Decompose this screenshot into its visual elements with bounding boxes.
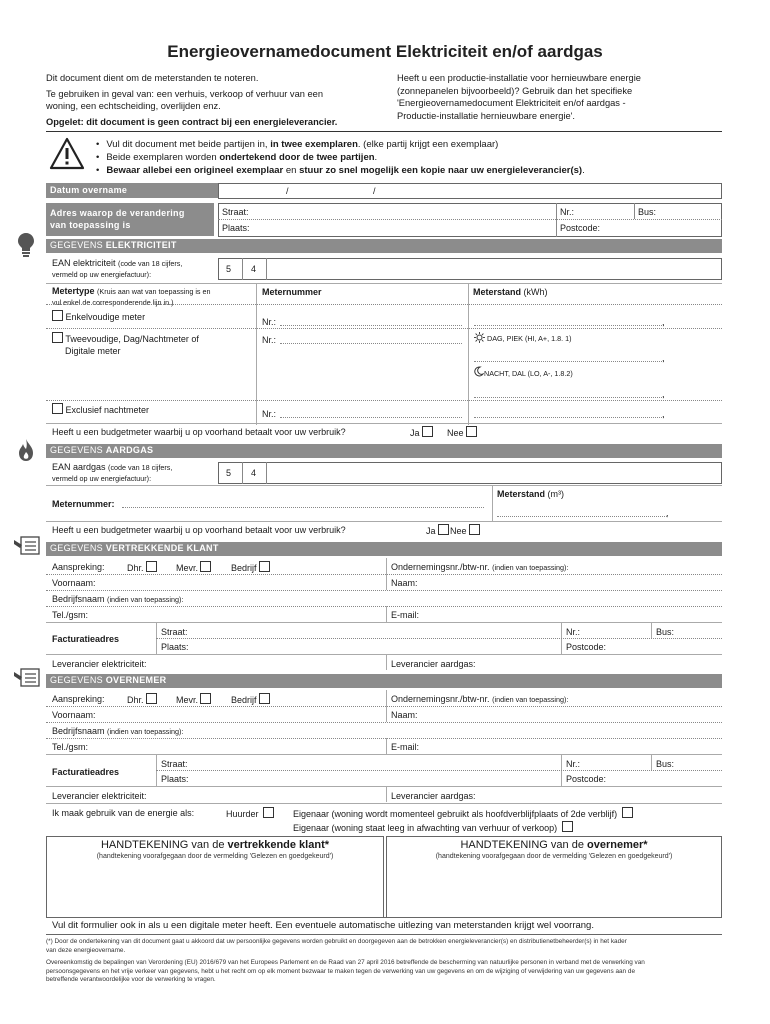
meter-reading-line[interactable] [474, 397, 664, 398]
divider [46, 722, 722, 723]
electricity-header: GEGEVENS ELEKTRICITEIT [46, 239, 722, 253]
intro-line: Productie-installatie hernieuwbare energie'. [397, 110, 576, 121]
comma: , [662, 353, 665, 363]
supplier-electricity-field[interactable]: Leverancier elektriciteit: [52, 791, 147, 801]
divider [651, 622, 652, 638]
digital-meter-note: Vul dit formulier ook in als u een digitale meter heeft. Een eventuele automatische uitlezing van meterstanden krijgt wel voorrang. [52, 920, 594, 931]
intro-line: 'Energieovernamedocument Elektriciteit en/of aardgas - [397, 98, 626, 108]
intro-right [397, 72, 727, 122]
bedrijfsnaam-field[interactable]: Bedrijfsnaam (indien van toepassing): [52, 594, 184, 604]
gas-header: GEGEVENS AARDGAS [46, 444, 722, 458]
night-label: NACHT, DAL (LO, A-, 1.8.2) [484, 369, 573, 378]
meterstand-header: Meterstand (kWh) [473, 287, 548, 297]
bus-field[interactable]: Bus: [656, 759, 675, 769]
intro-warning: Opgelet: dit document is geen contract bij een energieleverancier. [46, 116, 338, 127]
signature-note: (handtekening voorafgegaan door de vermelding 'Gelezen en goedgekeurd') [96, 853, 334, 860]
footnote-line: betreffende verantwoordelijke voor de verwerking te vragen. [46, 976, 216, 984]
signature-departing-title: HANDTEKENING van de vertrekkende klant* [100, 839, 330, 851]
meternummer-header: Meternummer [262, 287, 322, 297]
bus-label: Bus: [638, 207, 657, 217]
gas-meterstand-header: Meterstand (m³) [497, 489, 565, 499]
budget-question-electricity: Heeft u een budgetmeter waarbij u op voorhand betaalt voor uw verbruik? [52, 427, 346, 437]
place-field[interactable]: Plaats: [161, 774, 189, 784]
sun-icon [474, 332, 485, 343]
eigenaar-vacant-checkbox[interactable]: Eigenaar (woning staat leeg in afwachting van verhuur of verkoop) [293, 821, 573, 834]
divider [46, 754, 722, 755]
warning-icon [49, 137, 85, 171]
divider [46, 304, 722, 305]
budget-no-gas[interactable]: Nee [450, 524, 480, 537]
ean-digit: 5 [226, 264, 232, 274]
divider [634, 203, 635, 219]
street-field[interactable]: Straat: [161, 627, 188, 637]
vertrekkende-header: GEGEVENS VERTREKKENDE KLANT [46, 542, 722, 556]
facturatie-label: Facturatieadres [52, 767, 120, 777]
divider [242, 258, 243, 280]
divider [46, 400, 722, 401]
postcode-field[interactable]: Postcode: [566, 642, 607, 652]
supplier-gas-field[interactable]: Leverancier aardgas: [391, 659, 476, 669]
overnemer-header: GEGEVENS OVERNEMER [46, 674, 722, 688]
gas-meter-number-line[interactable] [122, 507, 484, 508]
date-separator: / [286, 186, 289, 196]
divider [46, 622, 722, 623]
place-label: Plaats: [222, 223, 250, 233]
facturatie-label: Facturatieadres [52, 634, 120, 644]
tel-field[interactable]: Tel./gsm: [52, 742, 89, 752]
divider [46, 485, 722, 486]
divider [46, 706, 722, 707]
dhr-checkbox[interactable]: Dhr. [127, 561, 157, 574]
ondernemingsnr-field[interactable]: Ondernemingsnr./btw-nr. (indien van toepassing): [391, 694, 569, 704]
supplier-electricity-field[interactable]: Leverancier elektriciteit: [52, 659, 147, 669]
huurder-checkbox[interactable]: Huurder [226, 807, 274, 820]
divider [492, 485, 493, 521]
date-input[interactable] [218, 183, 722, 199]
divider [156, 770, 722, 771]
divider [386, 606, 387, 622]
comma: , [662, 409, 665, 419]
divider [46, 934, 722, 935]
type-exclusive-night[interactable]: Exclusief nachtmeter [52, 403, 149, 416]
bedrijf-checkbox[interactable]: Bedrijf [231, 693, 270, 706]
divider [46, 917, 722, 918]
divider [46, 131, 722, 132]
flame-icon [16, 438, 36, 462]
ean-digit: 5 [226, 468, 232, 478]
signature-note: (handtekening voorafgegaan door de vermelding 'Gelezen en goedgekeurd') [435, 853, 673, 860]
ean-electricity-input[interactable] [218, 258, 722, 280]
meter-number-line[interactable] [280, 343, 462, 344]
aanspreking-label: Aanspreking: [52, 694, 105, 704]
meter-reading-line[interactable] [474, 361, 664, 362]
nr-label: Nr.: [560, 207, 575, 217]
meter-number-line[interactable] [280, 325, 462, 326]
divider [46, 328, 722, 329]
type-single[interactable]: Enkelvoudige meter [52, 310, 145, 323]
person-form-icon [13, 666, 41, 688]
voornaam-field[interactable]: Voornaam: [52, 578, 96, 588]
instruction-item: • Vul dit document met beide partijen in, in twee exemplaren. (elke partij krijgt een exemplaar) [96, 138, 585, 151]
divider [218, 219, 722, 220]
postcode-label: Postcode: [560, 223, 601, 233]
footnote-line: van deze energieovername. [46, 946, 126, 954]
mevr-checkbox[interactable]: Mevr. [176, 561, 211, 574]
moon-icon [474, 366, 484, 377]
divider [46, 423, 722, 424]
supplier-gas-field[interactable]: Leverancier aardgas: [391, 791, 476, 801]
street-label: Straat: [222, 207, 249, 217]
lightbulb-icon [17, 232, 35, 258]
tel-field[interactable]: Tel./gsm: [52, 610, 89, 620]
footnote-line: Overeenkomstig de bepalingen van Verordening (EU) 2016/679 van het Europees Parlement en de Raad van 27 april 2016 betreffende de bescherming van natuurlijke personen in verband met de verwerking van [46, 959, 645, 966]
budget-question-gas: Heeft u een budgetmeter waarbij u op voorhand betaalt voor uw verbruik? [52, 525, 346, 535]
person-form-icon [13, 534, 41, 556]
eigenaar-occupied-checkbox[interactable]: Eigenaar (woning wordt momenteel gebruikt als hoofdverblijfplaats of 2de verblijf) [293, 807, 633, 820]
type-dual[interactable]: Tweevoudige, Dag/Nachtmeter of Digitale meter [52, 332, 199, 357]
nr-field[interactable]: Nr.: [566, 627, 581, 637]
divider [266, 258, 267, 280]
divider [46, 803, 722, 804]
address-label: Adres waarop de verandering van toepassing is [46, 203, 214, 236]
postcode-field[interactable]: Postcode: [566, 774, 607, 784]
gas-meternummer-label: Meternummer: [52, 499, 115, 509]
usage-label: Ik maak gebruik van de energie als: [52, 808, 195, 818]
instruction-list [96, 138, 585, 177]
naam-field[interactable]: Naam: [391, 710, 418, 720]
intro-line: Dit document dient om de meterstanden te noteren. [46, 73, 259, 83]
ean-gas-label: EAN aardgas (code van 18 cijfers, vermeld op uw energiefactuur): [52, 462, 173, 483]
divider [46, 283, 722, 284]
email-field[interactable]: E-mail: [391, 742, 420, 752]
bedrijfsnaam-field[interactable]: Bedrijfsnaam (indien van toepassing): [52, 726, 184, 736]
divider [386, 654, 387, 670]
divider [46, 521, 722, 522]
nr-label: Nr.: [262, 409, 277, 419]
naam-field[interactable]: Naam: [391, 578, 418, 588]
voornaam-field[interactable]: Voornaam: [52, 710, 96, 720]
divider [266, 462, 267, 484]
nr-label: Nr.: [262, 317, 277, 327]
budget-yes-electricity[interactable]: Ja [410, 426, 433, 439]
nr-field[interactable]: Nr.: [566, 759, 581, 769]
intro-line: (zonnepanelen bijvoorbeeld)? Gebruik dan het specifieke [397, 85, 633, 96]
mevr-checkbox[interactable]: Mevr. [176, 693, 211, 706]
bedrijf-checkbox[interactable]: Bedrijf [231, 561, 270, 574]
footnote-consent [46, 938, 726, 955]
gas-meter-reading-line[interactable] [497, 516, 667, 517]
intro-line: Te gebruiken in geval van: een verhuis, verkoop of verhuur van een [46, 88, 324, 99]
aanspreking-label: Aanspreking: [52, 562, 105, 572]
divider [46, 738, 722, 739]
ondernemingsnr-field[interactable]: Ondernemingsnr./btw-nr. (indien van toepassing): [391, 562, 569, 572]
bus-field[interactable]: Bus: [656, 627, 675, 637]
ean-digit: 4 [251, 468, 257, 478]
signature-new-title: HANDTEKENING van de overnemer* [460, 839, 648, 851]
intro-left [46, 72, 376, 128]
divider [156, 638, 722, 639]
date-separator: / [373, 186, 376, 196]
meter-reading-line[interactable] [474, 325, 664, 326]
intro-line: Heeft u een productie-installatie voor hernieuwbare energie [397, 73, 641, 83]
divider [556, 203, 557, 237]
footnote-line: persoonsgegevens en het vrije verkeer van gegevens, hebt u het recht om op elk moment bezwaar te maken tegen de verwerking van uw gegevens en om de wijziging of verwijdering van uw gegevens aan de [46, 967, 635, 975]
comma: , [666, 508, 669, 518]
divider [46, 590, 722, 591]
divider [386, 738, 387, 754]
ean-gas-input[interactable] [218, 462, 722, 484]
dhr-checkbox[interactable]: Dhr. [127, 693, 157, 706]
budget-no-electricity[interactable]: Nee [447, 426, 477, 439]
footnote-gdpr [46, 959, 726, 985]
divider [242, 462, 243, 484]
divider [46, 574, 722, 575]
footnote-line: (*) Door de ondertekening van dit document gaat u akkoord dat uw persoonlijke gegevens worden gebruikt en doorgegeven aan de betrokken energieleverancier(s) en distributienetbeheerder(s) in het kader [46, 938, 627, 945]
instruction-item: • Bewaar allebei een origineel exemplaar en stuur zo snel mogelijk een kopie naar uw energieleverancier(s). [96, 164, 585, 177]
intro-line: woning, een echtscheiding, overlijden enz. [46, 101, 221, 111]
divider [46, 606, 722, 607]
page-title: Energieovernamedocument Elektriciteit en/of aardgas [167, 42, 603, 61]
divider [386, 786, 387, 802]
ean-electricity-label: EAN elektriciteit (code van 18 cijfers, vermeld op uw energiefactuur): [52, 258, 183, 279]
comma: , [662, 389, 665, 399]
meter-number-line[interactable] [280, 417, 462, 418]
metertype-label: Metertype (Kruis aan wat van toepassing is en vul enkel de corresponderende lijn in.) [52, 286, 211, 307]
day-label: DAG, PIEK (HI, A+, 1.8. 1) [487, 334, 572, 343]
email-field[interactable]: E-mail: [391, 610, 420, 620]
divider [651, 754, 652, 770]
divider [46, 786, 722, 787]
budget-yes-gas[interactable]: Ja [426, 524, 449, 537]
comma: , [662, 317, 665, 327]
divider [46, 654, 722, 655]
street-field[interactable]: Straat: [161, 759, 188, 769]
place-field[interactable]: Plaats: [161, 642, 189, 652]
meter-reading-line[interactable] [474, 417, 664, 418]
ean-digit: 4 [251, 264, 257, 274]
instruction-item: • Beide exemplaren worden ondertekend door de twee partijen. [96, 151, 585, 164]
nr-label: Nr.: [262, 335, 277, 345]
date-label: Datum overname [46, 183, 218, 198]
